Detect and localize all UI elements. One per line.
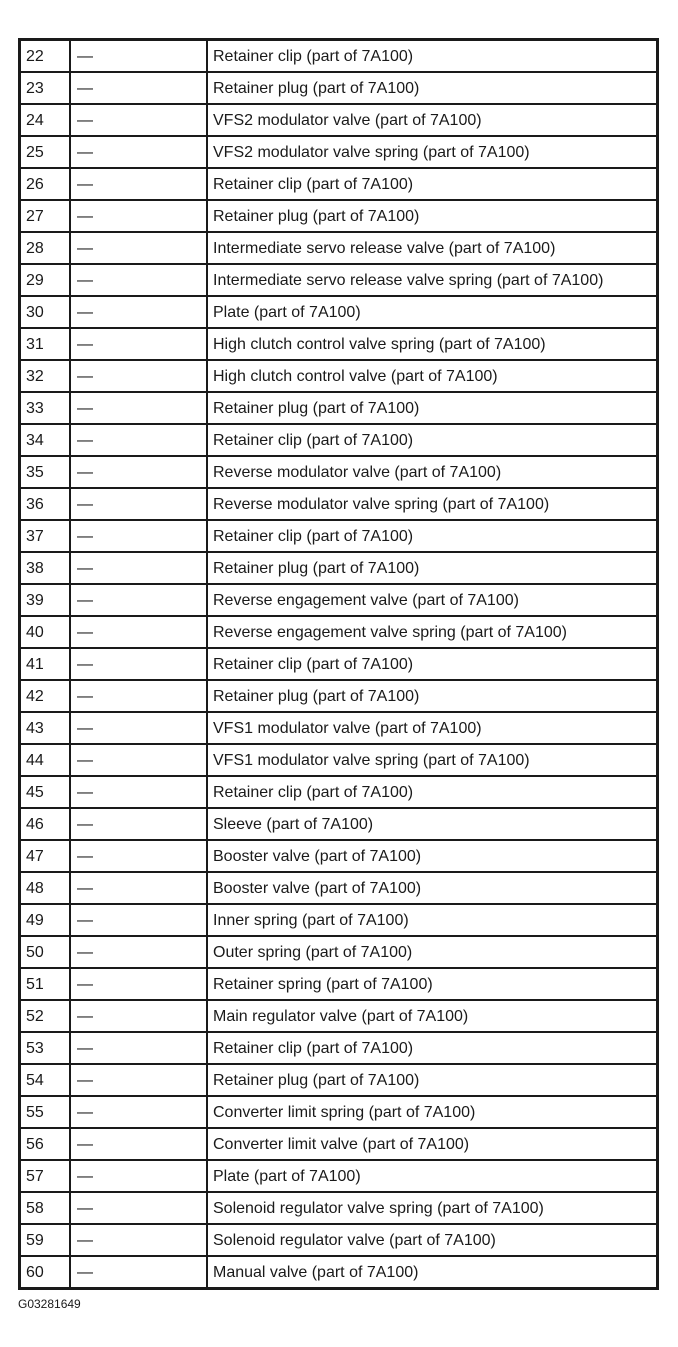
table-row: [20, 104, 658, 136]
part-number-cell: 37: [20, 520, 71, 552]
description-cell: Retainer clip (part of 7A100): [207, 40, 658, 73]
table-row: [20, 680, 658, 712]
quantity-cell: —: [70, 392, 207, 424]
part-number-cell: 59: [20, 1224, 71, 1256]
quantity-cell: —: [70, 808, 207, 840]
description-cell: High clutch control valve spring (part of 7A100): [207, 328, 658, 360]
part-number-cell: 60: [20, 1256, 71, 1289]
quantity-cell: —: [70, 200, 207, 232]
description-cell: Booster valve (part of 7A100): [207, 840, 658, 872]
quantity-cell: —: [70, 520, 207, 552]
part-number-cell: 33: [20, 392, 71, 424]
description-cell: Intermediate servo release valve spring (part of 7A100): [207, 264, 658, 296]
description-cell: Reverse modulator valve spring (part of 7A100): [207, 488, 658, 520]
table-row: [20, 712, 658, 744]
description-cell: Retainer plug (part of 7A100): [207, 200, 658, 232]
part-number-cell: 43: [20, 712, 71, 744]
description-cell: Inner spring (part of 7A100): [207, 904, 658, 936]
table-row: [20, 584, 658, 616]
part-number-cell: 34: [20, 424, 71, 456]
part-number-cell: 42: [20, 680, 71, 712]
quantity-cell: —: [70, 552, 207, 584]
part-number-cell: 39: [20, 584, 71, 616]
part-number-cell: 47: [20, 840, 71, 872]
description-cell: Retainer plug (part of 7A100): [207, 72, 658, 104]
table-row: [20, 520, 658, 552]
quantity-cell: —: [70, 904, 207, 936]
part-number-cell: 31: [20, 328, 71, 360]
table-row: [20, 904, 658, 936]
part-number-cell: 32: [20, 360, 71, 392]
description-cell: Intermediate servo release valve (part of 7A100): [207, 232, 658, 264]
description-cell: VFS1 modulator valve (part of 7A100): [207, 712, 658, 744]
quantity-cell: —: [70, 872, 207, 904]
description-cell: VFS1 modulator valve spring (part of 7A100): [207, 744, 658, 776]
part-number-cell: 27: [20, 200, 71, 232]
part-number-cell: 29: [20, 264, 71, 296]
table-row: [20, 72, 658, 104]
quantity-cell: —: [70, 40, 207, 73]
quantity-cell: —: [70, 264, 207, 296]
quantity-cell: —: [70, 616, 207, 648]
part-number-cell: 48: [20, 872, 71, 904]
quantity-cell: —: [70, 488, 207, 520]
description-cell: Main regulator valve (part of 7A100): [207, 1000, 658, 1032]
table-row: [20, 1096, 658, 1128]
table-row: [20, 488, 658, 520]
description-cell: Booster valve (part of 7A100): [207, 872, 658, 904]
table-row: [20, 1192, 658, 1224]
table-row: [20, 136, 658, 168]
description-cell: Retainer clip (part of 7A100): [207, 424, 658, 456]
table-row: [20, 840, 658, 872]
table-row: [20, 168, 658, 200]
part-number-cell: 23: [20, 72, 71, 104]
table-row: [20, 1064, 658, 1096]
table-row: [20, 872, 658, 904]
quantity-cell: —: [70, 296, 207, 328]
part-number-cell: 51: [20, 968, 71, 1000]
part-number-cell: 56: [20, 1128, 71, 1160]
description-cell: Retainer clip (part of 7A100): [207, 168, 658, 200]
table-row: [20, 1256, 658, 1289]
table-row: [20, 40, 658, 73]
quantity-cell: —: [70, 232, 207, 264]
description-cell: High clutch control valve (part of 7A100): [207, 360, 658, 392]
part-number-cell: 26: [20, 168, 71, 200]
table-row: [20, 1032, 658, 1064]
part-number-cell: 22: [20, 40, 71, 73]
quantity-cell: —: [70, 744, 207, 776]
part-number-cell: 44: [20, 744, 71, 776]
description-cell: Plate (part of 7A100): [207, 1160, 658, 1192]
table-row: [20, 616, 658, 648]
description-cell: Retainer clip (part of 7A100): [207, 520, 658, 552]
description-cell: Retainer clip (part of 7A100): [207, 776, 658, 808]
part-number-cell: 36: [20, 488, 71, 520]
table-row: [20, 264, 658, 296]
table-row: [20, 808, 658, 840]
description-cell: Retainer plug (part of 7A100): [207, 552, 658, 584]
description-cell: Reverse engagement valve spring (part of 7A100): [207, 616, 658, 648]
parts-table-body: [20, 40, 658, 1289]
quantity-cell: —: [70, 456, 207, 488]
table-row: [20, 392, 658, 424]
description-cell: Solenoid regulator valve spring (part of 7A100): [207, 1192, 658, 1224]
quantity-cell: —: [70, 840, 207, 872]
quantity-cell: —: [70, 1160, 207, 1192]
quantity-cell: —: [70, 1256, 207, 1289]
description-cell: Retainer clip (part of 7A100): [207, 648, 658, 680]
part-number-cell: 50: [20, 936, 71, 968]
description-cell: Plate (part of 7A100): [207, 296, 658, 328]
description-cell: Retainer plug (part of 7A100): [207, 1064, 658, 1096]
quantity-cell: —: [70, 1032, 207, 1064]
quantity-cell: —: [70, 1128, 207, 1160]
part-number-cell: 40: [20, 616, 71, 648]
table-row: [20, 744, 658, 776]
table-row: [20, 648, 658, 680]
quantity-cell: —: [70, 360, 207, 392]
quantity-cell: —: [70, 712, 207, 744]
quantity-cell: —: [70, 136, 207, 168]
quantity-cell: —: [70, 1096, 207, 1128]
quantity-cell: —: [70, 1000, 207, 1032]
quantity-cell: —: [70, 584, 207, 616]
quantity-cell: —: [70, 424, 207, 456]
description-cell: Sleeve (part of 7A100): [207, 808, 658, 840]
part-number-cell: 28: [20, 232, 71, 264]
table-row: [20, 776, 658, 808]
part-number-cell: 45: [20, 776, 71, 808]
description-cell: VFS2 modulator valve spring (part of 7A100): [207, 136, 658, 168]
description-cell: Retainer plug (part of 7A100): [207, 392, 658, 424]
table-row: [20, 968, 658, 1000]
part-number-cell: 53: [20, 1032, 71, 1064]
part-number-cell: 58: [20, 1192, 71, 1224]
part-number-cell: 30: [20, 296, 71, 328]
part-number-cell: 54: [20, 1064, 71, 1096]
quantity-cell: —: [70, 328, 207, 360]
table-row: [20, 296, 658, 328]
description-cell: Reverse engagement valve (part of 7A100): [207, 584, 658, 616]
part-number-cell: 38: [20, 552, 71, 584]
parts-table: [18, 38, 659, 1290]
quantity-cell: —: [70, 968, 207, 1000]
table-row: [20, 936, 658, 968]
table-row: [20, 328, 658, 360]
table-row: [20, 424, 658, 456]
table-row: [20, 1160, 658, 1192]
quantity-cell: —: [70, 1192, 207, 1224]
table-row: [20, 552, 658, 584]
table-row: [20, 1128, 658, 1160]
table-row: [20, 360, 658, 392]
quantity-cell: —: [70, 104, 207, 136]
description-cell: Retainer spring (part of 7A100): [207, 968, 658, 1000]
table-row: [20, 1000, 658, 1032]
description-cell: Outer spring (part of 7A100): [207, 936, 658, 968]
quantity-cell: —: [70, 936, 207, 968]
description-cell: VFS2 modulator valve (part of 7A100): [207, 104, 658, 136]
description-cell: Converter limit valve (part of 7A100): [207, 1128, 658, 1160]
description-cell: Retainer plug (part of 7A100): [207, 680, 658, 712]
part-number-cell: 57: [20, 1160, 71, 1192]
description-cell: Manual valve (part of 7A100): [207, 1256, 658, 1289]
part-number-cell: 52: [20, 1000, 71, 1032]
part-number-cell: 55: [20, 1096, 71, 1128]
quantity-cell: —: [70, 776, 207, 808]
quantity-cell: —: [70, 1064, 207, 1096]
part-number-cell: 46: [20, 808, 71, 840]
part-number-cell: 24: [20, 104, 71, 136]
quantity-cell: —: [70, 168, 207, 200]
table-row: [20, 1224, 658, 1256]
part-number-cell: 49: [20, 904, 71, 936]
quantity-cell: —: [70, 680, 207, 712]
part-number-cell: 35: [20, 456, 71, 488]
table-row: [20, 456, 658, 488]
quantity-cell: —: [70, 72, 207, 104]
description-cell: Retainer clip (part of 7A100): [207, 1032, 658, 1064]
quantity-cell: —: [70, 648, 207, 680]
description-cell: Converter limit spring (part of 7A100): [207, 1096, 658, 1128]
table-row: [20, 200, 658, 232]
table-row: [20, 232, 658, 264]
quantity-cell: —: [70, 1224, 207, 1256]
figure-id: G03281649: [18, 1297, 81, 1311]
part-number-cell: 25: [20, 136, 71, 168]
description-cell: Reverse modulator valve (part of 7A100): [207, 456, 658, 488]
description-cell: Solenoid regulator valve (part of 7A100): [207, 1224, 658, 1256]
part-number-cell: 41: [20, 648, 71, 680]
